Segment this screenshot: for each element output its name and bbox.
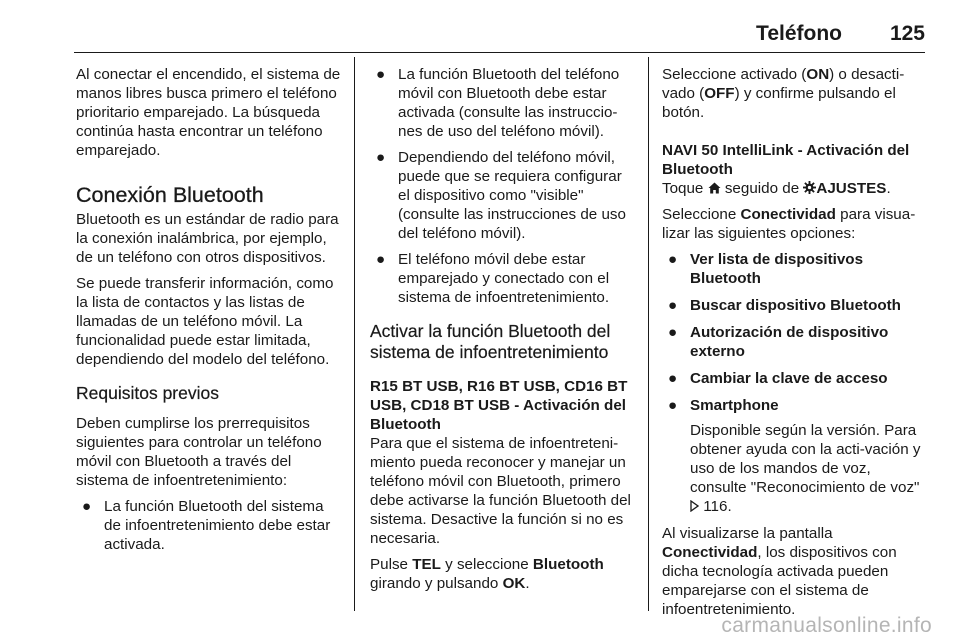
list-item-text: El teléfono móvil debe estar emparejado y conectado con el sistema de infoentretenimiento.	[398, 251, 610, 306]
list-item	[370, 148, 634, 243]
text: para visua-lizar las siguientes opciones:	[662, 206, 916, 242]
connectivity-label: Conectividad	[662, 544, 758, 561]
list-item	[662, 296, 926, 315]
list-item	[662, 369, 926, 388]
text: , los dispositivos con dicha tecnología activada pueden emparejarse con el sistema de infoentretenimiento.	[662, 544, 897, 618]
prerequisites-list-continued	[370, 65, 634, 307]
arrow-right-icon	[690, 500, 699, 512]
text: Seleccione activado (	[662, 66, 807, 83]
subheading-radio-models: R15 BT USB, R16 BT USB, CD16 BT USB, CD18 BT USB - Activación del Bluetooth	[370, 378, 628, 433]
list-item	[662, 250, 926, 288]
bluetooth-menu-label: Bluetooth	[532, 556, 604, 573]
connectivity-options-list	[662, 250, 926, 516]
list-item	[662, 396, 926, 516]
list-item-text: Autorización de dispositivo externo	[690, 324, 889, 360]
intro-paragraph: Al conectar el encendido, el sistema de manos libres busca primero el teléfono prioritario emparejado. La búsqueda continúa hasta encontrar un teléfono emparejado.	[76, 66, 341, 159]
bullet-icon: ●	[376, 251, 386, 268]
bullet-icon: ●	[668, 324, 678, 341]
list-item	[370, 250, 634, 307]
text: y seleccione	[440, 556, 533, 573]
bullet-icon: ●	[668, 297, 678, 314]
paragraph: Bluetooth es un estándar de radio para la conexión inalámbrica, por ejemplo, de un teléfono con otros dispositivos.	[76, 211, 339, 266]
home-icon	[708, 182, 721, 194]
heading-prerequisites: Requisitos previos	[76, 383, 219, 403]
bullet-icon: ●	[376, 149, 386, 166]
header-rule	[74, 52, 925, 53]
text: Pulse	[370, 556, 413, 573]
bullet-icon: ●	[376, 66, 386, 83]
connectivity-label: Conectividad	[740, 206, 836, 223]
list-item-text: Smartphone	[690, 397, 779, 414]
tel-button-label: TEL	[412, 556, 441, 573]
bullet-icon: ●	[668, 251, 678, 268]
paragraph-tel-instructions	[370, 555, 634, 593]
page-header	[0, 0, 960, 48]
text: Disponible según la versión. Para obtener ayuda con la acti-vación y uso de los mandos de voz, consulte "Reconocimiento de voz"	[690, 422, 921, 496]
gear-icon	[803, 181, 816, 194]
list-item-text: Ver lista de dispositivos Bluetooth	[690, 251, 864, 287]
text: .	[525, 575, 530, 592]
smartphone-note	[690, 421, 926, 516]
text: Seleccione	[662, 206, 741, 223]
text: seguido de	[720, 180, 804, 197]
on-label: ON	[806, 66, 830, 83]
heading-activate-bluetooth: Activar la función Bluetooth del sistema de infoentretenimiento	[370, 321, 611, 362]
text: Toque	[662, 180, 708, 197]
prerequisites-list	[76, 497, 342, 554]
watermark: carmanualsonline.info	[721, 614, 932, 637]
subheading-navi50: NAVI 50 IntelliLink - Activación del Bluetooth	[662, 142, 910, 178]
paragraph-on-off	[662, 65, 926, 122]
paragraph: Se puede transferir información, como la lista de contactos y las listas de llamadas de un teléfono móvil. La funcionalidad puede estar limitada, dependiendo del modelo del teléfono.	[76, 275, 334, 368]
ok-button-label: OK	[502, 575, 526, 592]
paragraph: Para que el sistema de infoentreteni-miento pueda reconocer y manejar un teléfono móvil con Bluetooth, primero debe activarse la función Bluetooth del sistema. Desactive la función si no es necesaria.	[370, 435, 631, 547]
heading-bluetooth-connection: Conexión Bluetooth	[76, 183, 264, 207]
text: girando y pulsando	[370, 575, 503, 592]
column-divider-2	[648, 57, 649, 611]
list-item	[662, 323, 926, 361]
page-reference: 116.	[703, 498, 732, 515]
section-title: Teléfono	[756, 22, 842, 45]
off-label: OFF	[704, 85, 735, 102]
list-item	[76, 497, 342, 554]
paragraph-pairing	[662, 524, 926, 619]
column-3	[662, 65, 926, 626]
list-item-text: Dependiendo del teléfono móvil, puede que se requiera configurar el dispositivo como "visible" (consulte las instrucciones de uso del teléfono móvil).	[398, 149, 626, 242]
text: ) o desacti-vado (	[662, 66, 905, 102]
paragraph: Deben cumplirse los prerrequisitos siguientes para controlar un teléfono móvil con Bluetooth a través del sistema de infoentretenimiento:	[76, 415, 322, 489]
settings-label: AJUSTES	[816, 180, 887, 197]
bullet-icon: ●	[668, 397, 678, 414]
text: ) y confirme pulsando el botón.	[662, 85, 896, 121]
page-number: 125	[889, 22, 925, 45]
text: Al visualizarse la pantalla	[662, 525, 833, 542]
text: .	[886, 180, 891, 197]
list-item-text: Buscar dispositivo Bluetooth	[690, 297, 901, 314]
bullet-icon: ●	[82, 498, 92, 515]
column-divider-1	[354, 57, 355, 611]
list-item-text: La función Bluetooth del teléfono móvil con Bluetooth debe estar activada (consulte las instruccio-nes de uso del teléfono móvil).	[398, 66, 620, 140]
paragraph-connectivity	[662, 205, 926, 243]
list-item	[370, 65, 634, 141]
list-item-text: Cambiar la clave de acceso	[690, 370, 888, 387]
paragraph-touch-settings	[662, 179, 926, 198]
list-item-text: La función Bluetooth del sistema de infoentretenimiento debe estar activada.	[104, 498, 331, 553]
bullet-icon: ●	[668, 370, 678, 387]
column-2	[370, 65, 634, 600]
column-1	[76, 65, 342, 561]
